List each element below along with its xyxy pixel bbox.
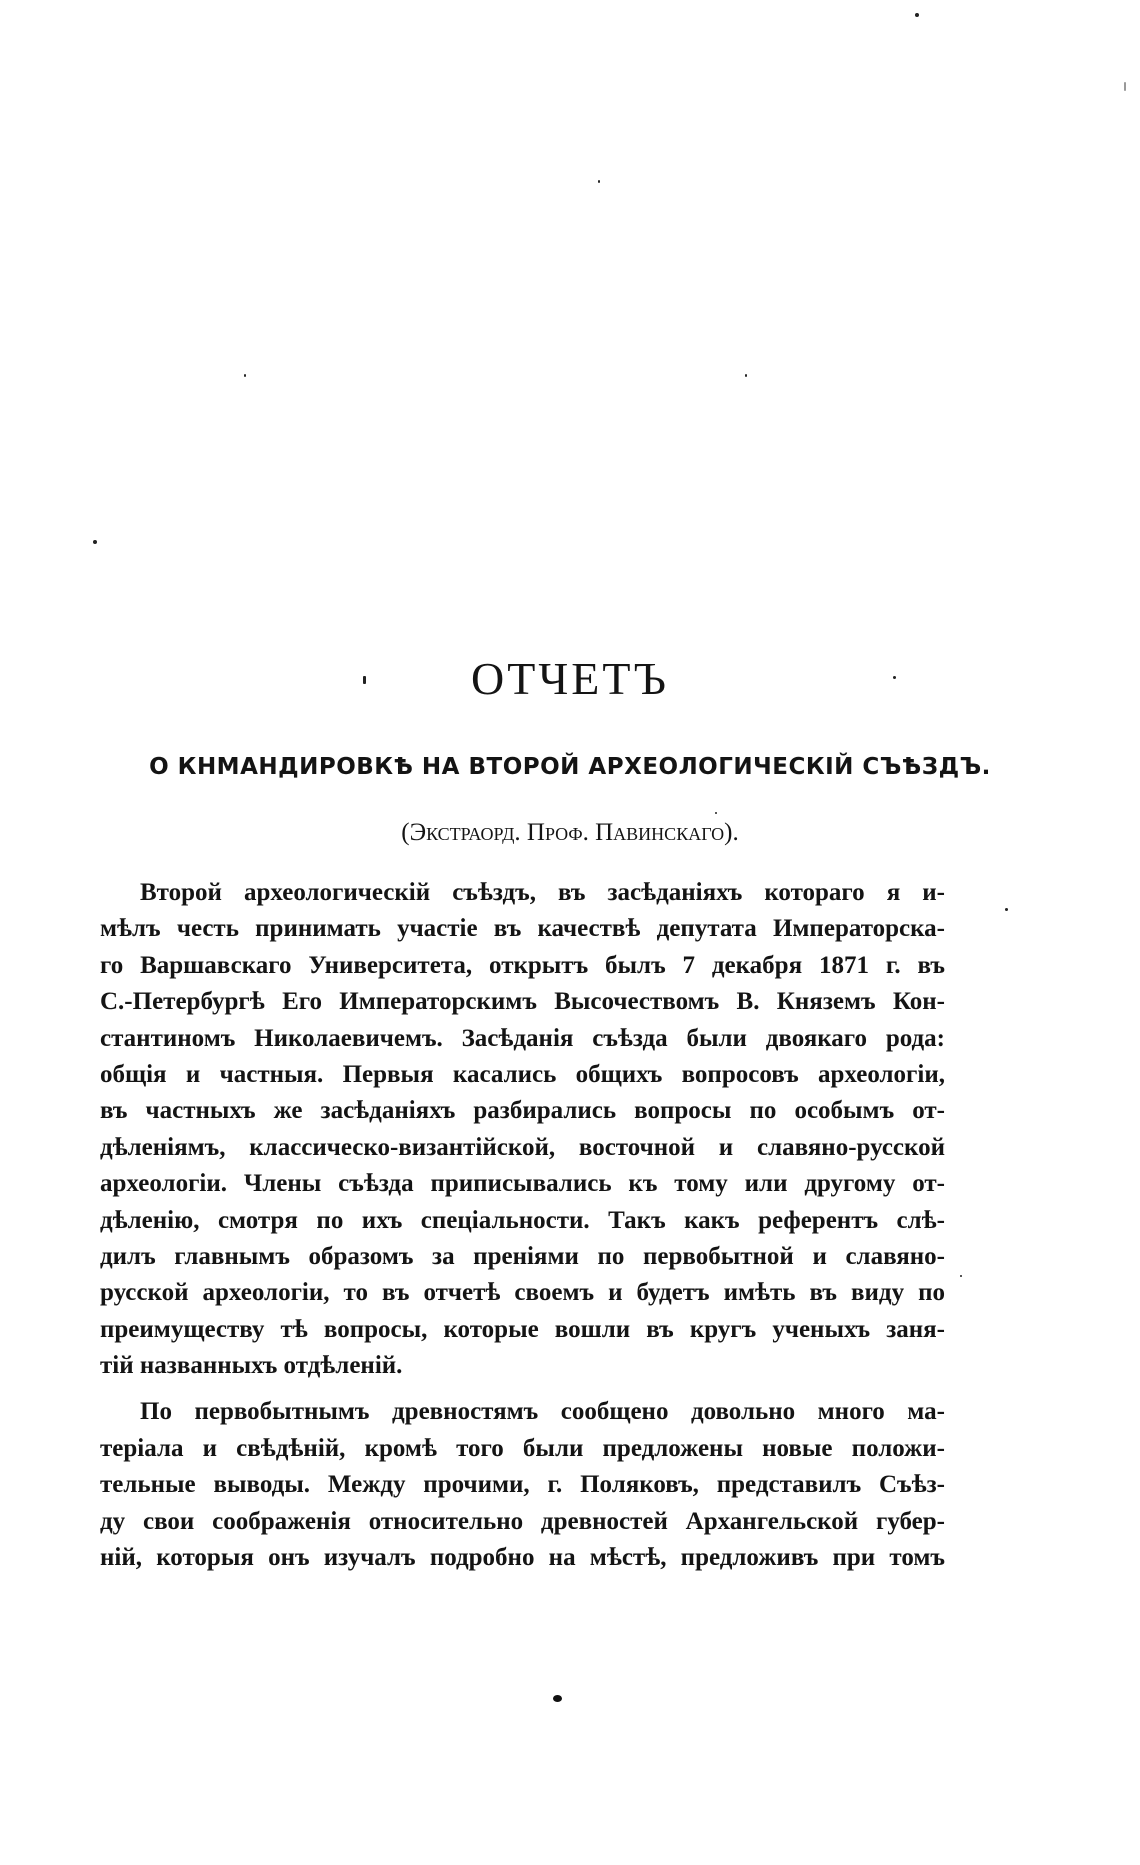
text-line: общія и частныя. Первыя касались общихъ вопросовъ археологіи, [100, 1060, 945, 1088]
paragraph-gap [100, 1384, 945, 1394]
author-open-paren: ( [401, 819, 410, 846]
author-close-paren: ). [724, 819, 739, 846]
text-line: археологіи. Члены съѣзда приписывались къ тому или другому от- [100, 1170, 945, 1198]
text-line: го Варшавскаго Университета, открытъ былъ 7 декабря 1871 г. въ [100, 951, 945, 979]
scan-speck [244, 374, 246, 377]
text-line: стантиномъ Николаевичемъ. Засѣданія съѣзда были двоякаго рода: [100, 1024, 945, 1052]
author-line [0, 819, 1140, 847]
scan-speck [1005, 908, 1008, 911]
author-name: Экстраорд. Проф. Павинскаго [409, 819, 725, 846]
text-line: русской археологіи, то въ отчетѣ своемъ и будетъ имѣть въ виду по [100, 1279, 945, 1307]
text-line: тій названныхъ отдѣленій. [100, 1352, 403, 1380]
scan-speck [915, 13, 919, 17]
text-line: дѣленію, смотря по ихъ спеціальности. Такъ какъ референтъ слѣ- [100, 1206, 945, 1234]
text-line: ній, которыя онъ изучалъ подробно на мѣстѣ, предложивъ при томъ [100, 1544, 945, 1572]
text-line: мѣлъ честь принимать участіе въ качествѣ депутата Императорска- [100, 915, 945, 943]
text-line: Второй археологическій съѣздъ, въ засѣданіяхъ котораго я и- [140, 879, 945, 906]
text-line: С.-Петербургѣ Его Императорскимъ Высочествомъ В. Княземъ Кон- [100, 988, 945, 1016]
text-line: преимуществу тѣ вопросы, которые вошли въ кругъ ученыхъ заня- [100, 1315, 945, 1343]
scan-speck [960, 1275, 962, 1277]
scan-speck [1124, 82, 1126, 91]
body-text [100, 875, 945, 1576]
scan-speck [715, 812, 717, 814]
page-subtitle: О КНМАНДИРОВКѢ НА ВТОРОЙ АРХЕОЛОГИЧЕСКІЙ СЪѢЗДЪ. [149, 754, 991, 780]
text-line: теріала и свѣдѣній, кромѣ того были предложены новые положи- [100, 1434, 945, 1462]
page-mark [553, 1695, 562, 1702]
text-line: ду свои соображенія относительно древностей Архангельской губер- [100, 1507, 945, 1535]
text-line: дилъ главнымъ образомъ за преніями по первобытной и славяно- [100, 1242, 945, 1270]
scan-speck [598, 180, 600, 183]
text-line: По первобытнымъ древностямъ сообщено довольно много ма- [140, 1398, 945, 1426]
scan-speck [93, 540, 97, 544]
scan-speck [745, 374, 747, 377]
text-line: дѣленіямъ, классическо-византійской, восточной и славяно-русской [100, 1133, 945, 1161]
text-line: тельные выводы. Между прочими, г. Поляковъ, представилъ Съѣз- [100, 1471, 945, 1499]
page-title: ОТЧЕТЪ [471, 653, 669, 704]
text-line: въ частныхъ же засѣданіяхъ разбирались вопросы по особымъ от- [100, 1097, 945, 1125]
